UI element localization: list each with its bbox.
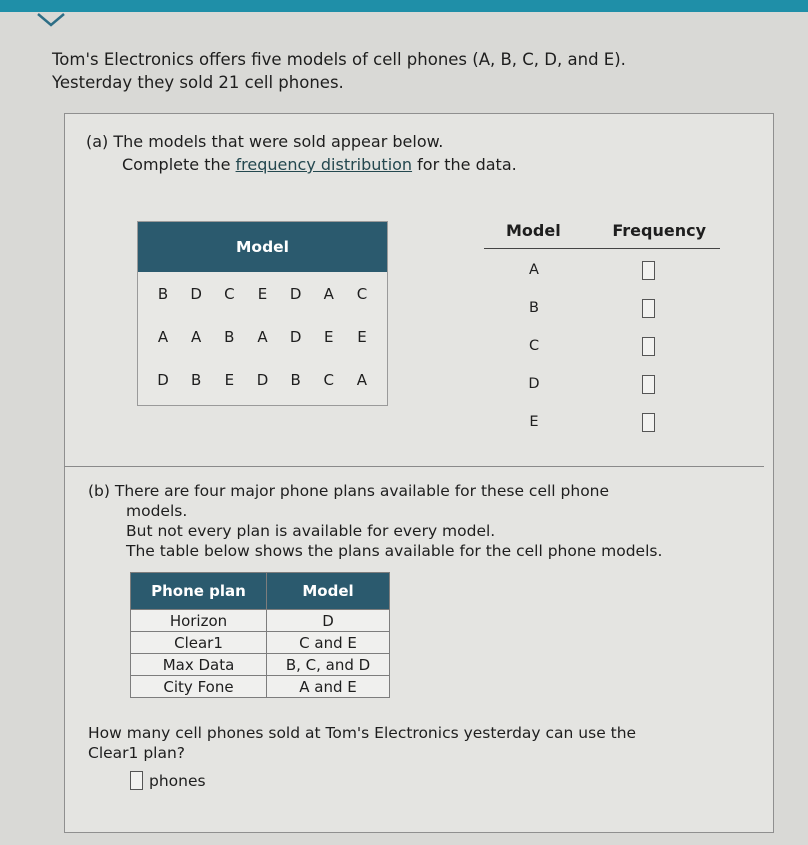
part-a-prompt (86, 130, 517, 176)
model-data-cell: B (191, 370, 202, 389)
frequency-row (484, 327, 720, 365)
part-b-line-4: The table below shows the plans available for the cell phone models. (126, 542, 663, 560)
chevron-down-icon[interactable] (34, 10, 68, 30)
plan-name-cell: Horizon (131, 610, 267, 632)
model-col-header: Model (267, 573, 390, 610)
frequency-row (484, 403, 720, 441)
model-data-cell: A (257, 327, 268, 346)
part-b-prompt (88, 481, 738, 561)
model-data-cell: E (224, 370, 235, 389)
model-data-row (138, 315, 387, 358)
frequency-model-label: C (528, 338, 540, 354)
plan-col-header: Phone plan (131, 573, 267, 610)
model-data-cell: D (256, 370, 269, 389)
frequency-row (484, 251, 720, 289)
plan-table-row (131, 632, 390, 654)
frequency-model-label: D (528, 376, 540, 392)
answer-row (130, 771, 206, 790)
frequency-model-label: E (529, 414, 539, 430)
plan-name-cell: Max Data (131, 654, 267, 676)
plan-name-cell: City Fone (131, 676, 267, 698)
plan-model-cell: B, C, and D (267, 654, 390, 676)
freq-col-frequency: Frequency (612, 220, 706, 240)
plan-model-cell: D (267, 610, 390, 632)
model-data-cell: D (289, 327, 302, 346)
frequency-input-c[interactable] (642, 337, 655, 356)
frequency-distribution-link[interactable]: frequency distribution (235, 155, 413, 174)
frequency-table (484, 212, 720, 441)
phones-answer-input[interactable] (130, 771, 143, 790)
model-data-cell: E (357, 327, 367, 346)
model-data-cell: A (356, 370, 368, 389)
plan-table-body (131, 610, 390, 698)
model-data-cell: E (257, 284, 268, 303)
model-data-cell: E (324, 327, 334, 346)
frequency-header-rule (484, 248, 720, 249)
frequency-input-d[interactable] (642, 375, 655, 394)
frequency-row (484, 365, 720, 403)
model-data-cell: B (224, 327, 235, 346)
frequency-input-e[interactable] (642, 413, 655, 432)
intro-line-1: Tom's Electronics offers five models of cell phones (A, B, C, D, and E). (52, 50, 626, 69)
model-data-cell: B (290, 370, 301, 389)
frequency-input-a[interactable] (642, 261, 655, 280)
model-data-row (138, 272, 387, 315)
freq-col-model: Model (506, 220, 561, 240)
part-b-line-2: models. (126, 502, 188, 520)
plan-name-cell: Clear1 (131, 632, 267, 654)
plan-model-cell: A and E (267, 676, 390, 698)
model-table-header: Model (138, 222, 387, 272)
plan-table-header-row (131, 573, 390, 610)
frequency-model-label: A (529, 262, 539, 278)
model-data-cell: D (157, 370, 169, 389)
model-data-cell: C (356, 284, 368, 303)
plan-model-cell: C and E (267, 632, 390, 654)
part-a-line-1: (a) The models that were sold appear below. (86, 132, 444, 151)
model-data-cell: C (224, 284, 235, 303)
model-data-cell: D (289, 284, 302, 303)
frequency-model-label: B (529, 300, 539, 316)
model-data-cell: A (191, 327, 202, 346)
plan-table-row (131, 610, 390, 632)
model-data-cell: B (157, 284, 169, 303)
frequency-input-b[interactable] (642, 299, 655, 318)
top-accent-bar (0, 0, 808, 12)
part-b-question (88, 723, 728, 763)
model-data-row (138, 358, 387, 401)
problem-intro (52, 48, 772, 94)
frequency-table-header (484, 212, 720, 248)
section-divider (64, 466, 764, 467)
model-data-table (137, 221, 388, 406)
question-line-1: How many cell phones sold at Tom's Electronics yesterday can use the (88, 724, 637, 742)
intro-line-2: Yesterday they sold 21 cell phones. (52, 73, 344, 92)
question-line-2: Clear1 plan? (88, 744, 186, 762)
model-data-cell: A (157, 327, 169, 346)
part-a-suffix: for the data. (412, 155, 517, 174)
plan-table-row (131, 654, 390, 676)
model-data-cell: D (190, 284, 202, 303)
model-table-body (138, 272, 387, 401)
model-data-cell: A (323, 284, 334, 303)
model-data-cell: C (323, 370, 335, 389)
frequency-table-body (484, 251, 720, 441)
frequency-row (484, 289, 720, 327)
part-a-line-2 (86, 153, 517, 176)
answer-unit-label: phones (149, 771, 206, 790)
plan-table-row (131, 676, 390, 698)
part-b-line-3: But not every plan is available for every model. (126, 522, 496, 540)
part-a-prefix: Complete the (122, 155, 236, 174)
phone-plan-table (130, 572, 390, 698)
part-b-line-1: (b) There are four major phone plans available for these cell phone (88, 482, 610, 500)
